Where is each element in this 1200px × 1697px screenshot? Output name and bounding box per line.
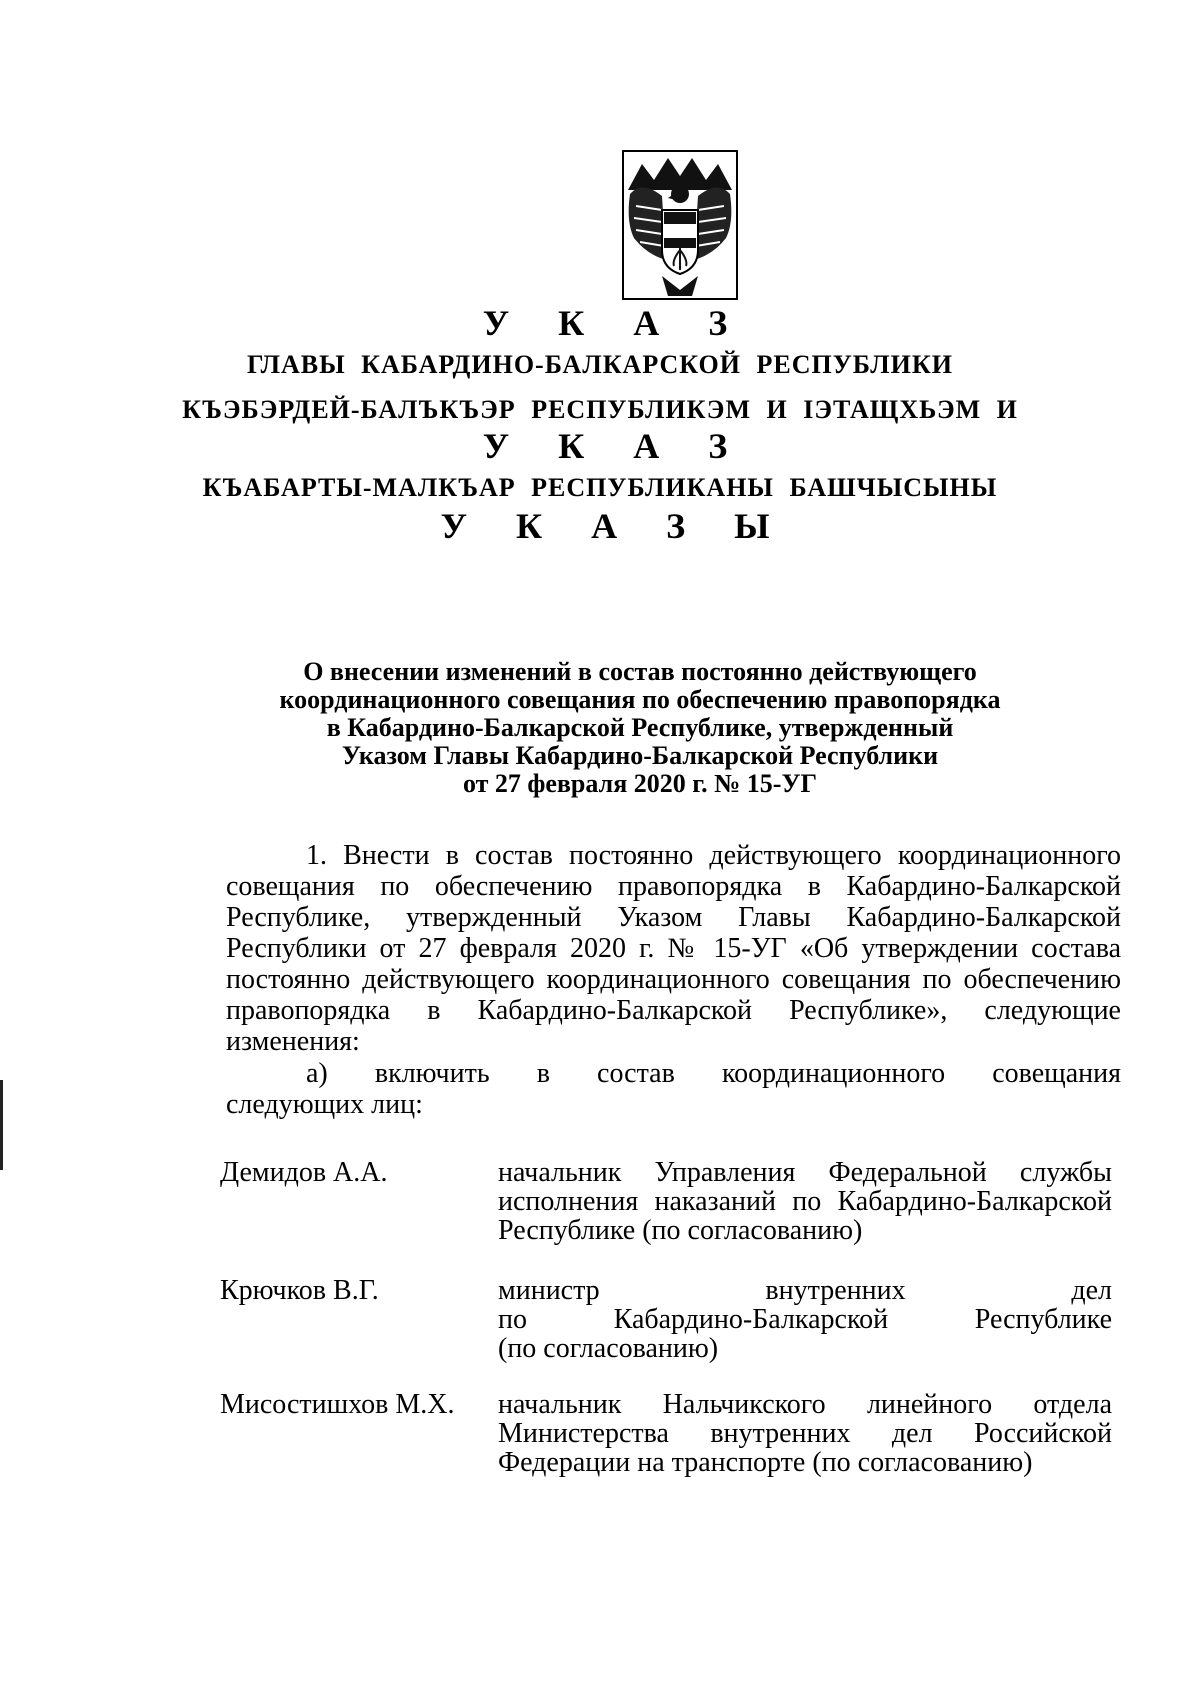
person-role	[498, 1390, 1112, 1477]
paragraph-line: следующих лиц:	[226, 1089, 423, 1120]
role-line: (по согласованию)	[498, 1333, 719, 1364]
title-line: О внесении изменений в состав постоянно действующего	[303, 657, 977, 686]
paragraph-line: изменения:	[226, 1026, 360, 1057]
title-line: Указом Главы Кабардино-Балкарской Республики	[341, 741, 939, 770]
paragraph-line: правопорядка в Кабардино-Балкарской Республике», следующие	[226, 995, 1121, 1026]
role-line: Министерства внутренних дел Российской	[498, 1418, 1112, 1449]
role-line: Федерации на транспорте (по согласованию)	[498, 1447, 1033, 1478]
person-name: Крючков В.Г.	[220, 1275, 379, 1306]
ukaz-heading-balkar: У К А З Ы	[440, 506, 790, 546]
header-line-russian: ГЛАВЫ КАБАРДИНО-БАЛКАРСКОЙ РЕСПУБЛИКИ	[247, 350, 953, 379]
person-role	[498, 1276, 1112, 1363]
role-line: Республике (по согласованию)	[498, 1215, 863, 1246]
paragraph-line: совещания по обеспечению правопорядка в Кабардино-Балкарской	[226, 871, 1121, 902]
header-line-balkar: КЪАБАРТЫ-МАЛКЪАР РЕСПУБЛИКАНЫ БАШЧЫСЫНЫ	[202, 473, 998, 502]
paragraph-line: 1. Внести в состав постоянно действующего координационного	[306, 840, 1121, 871]
paragraph-1	[226, 840, 1121, 1057]
paragraph-2	[226, 1058, 1121, 1120]
role-line: исполнения наказаний по Кабардино-Балкарской	[498, 1186, 1112, 1217]
ukaz-heading-kabardian: У К А З	[482, 426, 748, 466]
coat-of-arms-emblem	[622, 150, 738, 300]
header-line-kabardian: КЪЭБЭРДЕЙ-БАЛЪКЪЭР РЕСПУБЛИКЭМ И IЭТАЩХЬЭМ И	[182, 395, 1018, 424]
role-line: начальник Нальчикского линейного отдела	[498, 1389, 1112, 1420]
title-line: в Кабардино-Балкарской Республике, утвержденный	[326, 713, 954, 742]
paragraph-line: Республики от 27 февраля 2020 г. № 15-УГ «Об утверждении состава	[226, 933, 1121, 964]
role-line: министр внутренних дел	[498, 1275, 1112, 1306]
person-role	[498, 1158, 1112, 1245]
person-name: Мисостишхов М.Х.	[220, 1389, 455, 1420]
scan-margin-mark	[0, 1080, 3, 1170]
paragraph-line: Республике, утвержденный Указом Главы Кабардино-Балкарской	[226, 902, 1121, 933]
role-line: по Кабардино-Балкарской Республике	[498, 1304, 1112, 1335]
paragraph-line: постоянно действующего координационного совещания по обеспечению	[226, 964, 1121, 995]
ukaz-heading: У К А З	[482, 303, 748, 343]
person-name: Демидов А.А.	[220, 1157, 388, 1188]
role-line: начальник Управления Федеральной службы	[498, 1157, 1112, 1188]
title-line: координационного совещания по обеспечению правопорядка	[279, 685, 1001, 714]
paragraph-line: а) включить в состав координационного совещания	[306, 1058, 1121, 1089]
decree-title	[200, 658, 1080, 798]
title-line: от 27 февраля 2020 г. № 15-УГ	[462, 769, 818, 798]
